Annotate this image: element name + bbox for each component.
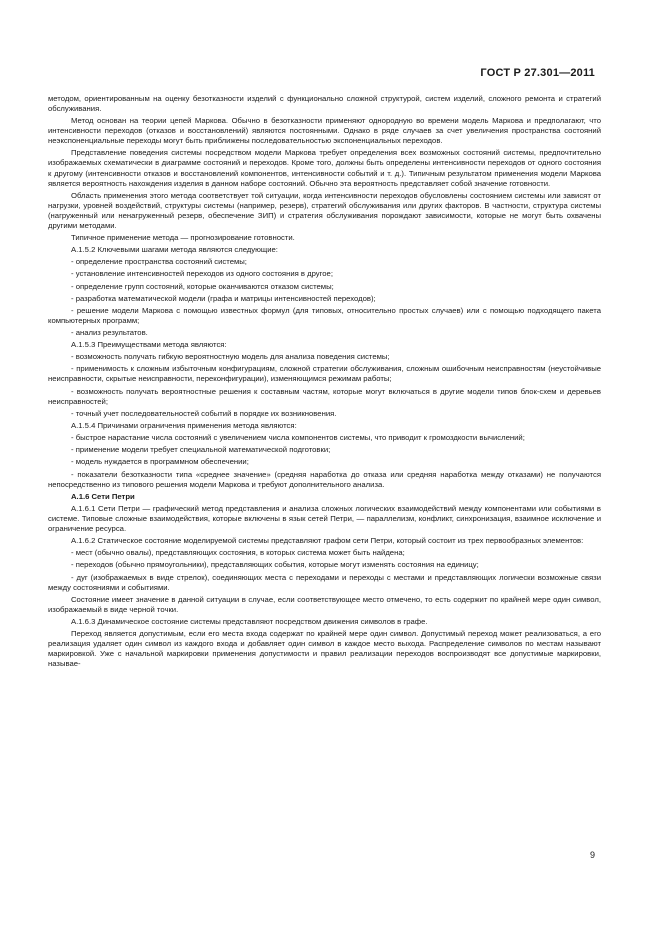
paragraph: - решение модели Маркова с помощью известных формул (для типовых, относительно простых случаев) или с помощью подходящего пакета компьютерных программ; bbox=[48, 305, 601, 325]
paragraph: А.1.6.3 Динамическое состояние системы представляют посредством движения символов в графе. bbox=[71, 616, 428, 626]
paragraph: - разработка математической модели (графа и матрицы интенсивностей переходов); bbox=[71, 293, 376, 303]
paragraph: - модель нуждается в программном обеспечении; bbox=[71, 457, 249, 467]
paragraph: - установление интенсивностей переходов из одного состояния в другое; bbox=[71, 269, 333, 279]
page-number: 9 bbox=[589, 850, 595, 860]
document-header: ГОСТ Р 27.301—2011 bbox=[480, 67, 595, 79]
paragraph: Область применения этого метода соответствует той ситуации, когда интенсивности переходов обусловлены состоянием системы или зависят от нагрузки, уровней воздействий, структуры системы (например, резерв), стратегий обслуживания или других факторов. В частности, структура системы (нагруженный или ненагруженный резерв, обеспечение ЗИП) и стратегия обслуживания порождают зависимости, которые не могут быть охвачены другими методами. bbox=[48, 190, 601, 230]
paragraph: - переходов (обычно прямоугольники), представляющих события, которые могут изменять состояния на единицу; bbox=[71, 560, 479, 570]
paragraph: Состояние имеет значение в данной ситуации в случае, если соответствующее место отмечено, то есть содержит по крайней мере один символ, изображаемый в виде черной точки. bbox=[48, 594, 601, 614]
paragraph: - возможность получать вероятностные решения к составным частям, которые могут включаться в другие модели типов блок-схем и деревьев неисправностей; bbox=[48, 386, 601, 406]
paragraph: А.1.6.1 Сети Петри — графический метод представления и анализа сложных логических взаимодействий между компонентами или событиями в системе. Типовые сложные взаимодействия, которые включены в язык сетей Петри, — параллелизм, конфликт, синхронизация, взаимное исключение и ограничение ресурса. bbox=[48, 503, 601, 533]
paragraph: - показатели безотказности типа «среднее значение» (средняя наработка до отказа или средняя наработка между отказами) не получаются непосредственно из типового решения модели Маркова и требуют дополнительного анализа. bbox=[48, 469, 601, 489]
paragraph: методом, ориентированным на оценку безотказности изделий с функционально сложной структурой, систем изделий, сложного ремонта и стратегий обслуживания. bbox=[48, 94, 601, 114]
paragraph: Метод основан на теории цепей Маркова. Обычно в безотказности применяют однородную во времени модель Маркова и предполагают, что интенсивности переходов (отказов и восстановлений) являются постоянными. Однако в ряде случаев за счет увеличения пространства состояний неэкспоненциальные переходы могут быть приближены последовательностью экспоненциальных переходов. bbox=[48, 116, 601, 146]
paragraph: А.1.5.3 Преимуществами метода являются: bbox=[71, 340, 227, 350]
paragraph: - точный учет последовательностей событий в порядке их возникновения. bbox=[71, 408, 337, 418]
section-heading: А.1.6 Сети Петри bbox=[71, 491, 135, 501]
paragraph: - дуг (изображаемых в виде стрелок), соединяющих места с переходами и переходы с местами и представляющих логически возможные связи между состояниями и событиями. bbox=[48, 572, 601, 592]
paragraph: - применение модели требует специальной математической подготовки; bbox=[71, 445, 331, 455]
paragraph: - быстрое нарастание числа состояний с увеличением числа компонентов системы, что приводит к громоздкости вычислений; bbox=[71, 433, 525, 443]
paragraph: - применимость к сложным избыточным конфигурациям, сложной стратегии обслуживания, сложным ошибочным неисправностям (неустойчивые неисправности, скрытые неисправности, переконфигурации), изменяющимся режимам работы; bbox=[48, 364, 601, 384]
paragraph: А.1.5.2 Ключевыми шагами метода являются следующие: bbox=[71, 245, 278, 255]
paragraph: Представление поведения системы посредством модели Маркова требует определения всех возможных состояний системы, предпочтительно изображаемых схематически в диаграмме состояний и переходов. Кроме того, должны быть определены интенсивности переходов от одного состояния к другому (интенсивности отказов и восстановлений компонентов, интенсивности событий и т. д.). Типичным результатом применения модели Маркова является вероятность нахождения изделия в данном наборе состояний. Обычно эта вероятность представляет собой значение готовности. bbox=[48, 148, 601, 188]
paragraph: - определение пространства состояний системы; bbox=[71, 257, 247, 267]
paragraph: Переход является допустимым, если его места входа содержат по крайней мере один символ. Допустимый переход может реализоваться, а его реализация удаляет один символ из каждого входа и добавляет один символ в каждое место выхода. Распределение символов по местам называют маркировкой. Уже с начальной маркировки применения допустимости и правил реализации переходов воспроизводят все допустимые маркировки, называе- bbox=[48, 629, 601, 669]
document-body bbox=[48, 94, 601, 671]
paragraph: - анализ результатов. bbox=[71, 328, 148, 338]
paragraph: - определение групп состояний, которые оканчиваются отказом системы; bbox=[71, 281, 334, 291]
paragraph: - мест (обычно овалы), представляющих состояния, в которых система может быть найдена; bbox=[71, 548, 405, 558]
paragraph: - возможность получать гибкую вероятностную модель для анализа поведения системы; bbox=[71, 352, 390, 362]
paragraph: Типичное применение метода — прогнозирование готовности. bbox=[71, 232, 295, 242]
paragraph: А.1.6.2 Статическое состояние моделируемой системы представляют графом сети Петри, который состоит из трех первообразных элементов: bbox=[71, 536, 584, 546]
paragraph: А.1.5.4 Причинами ограничения применения метода являются: bbox=[71, 420, 297, 430]
